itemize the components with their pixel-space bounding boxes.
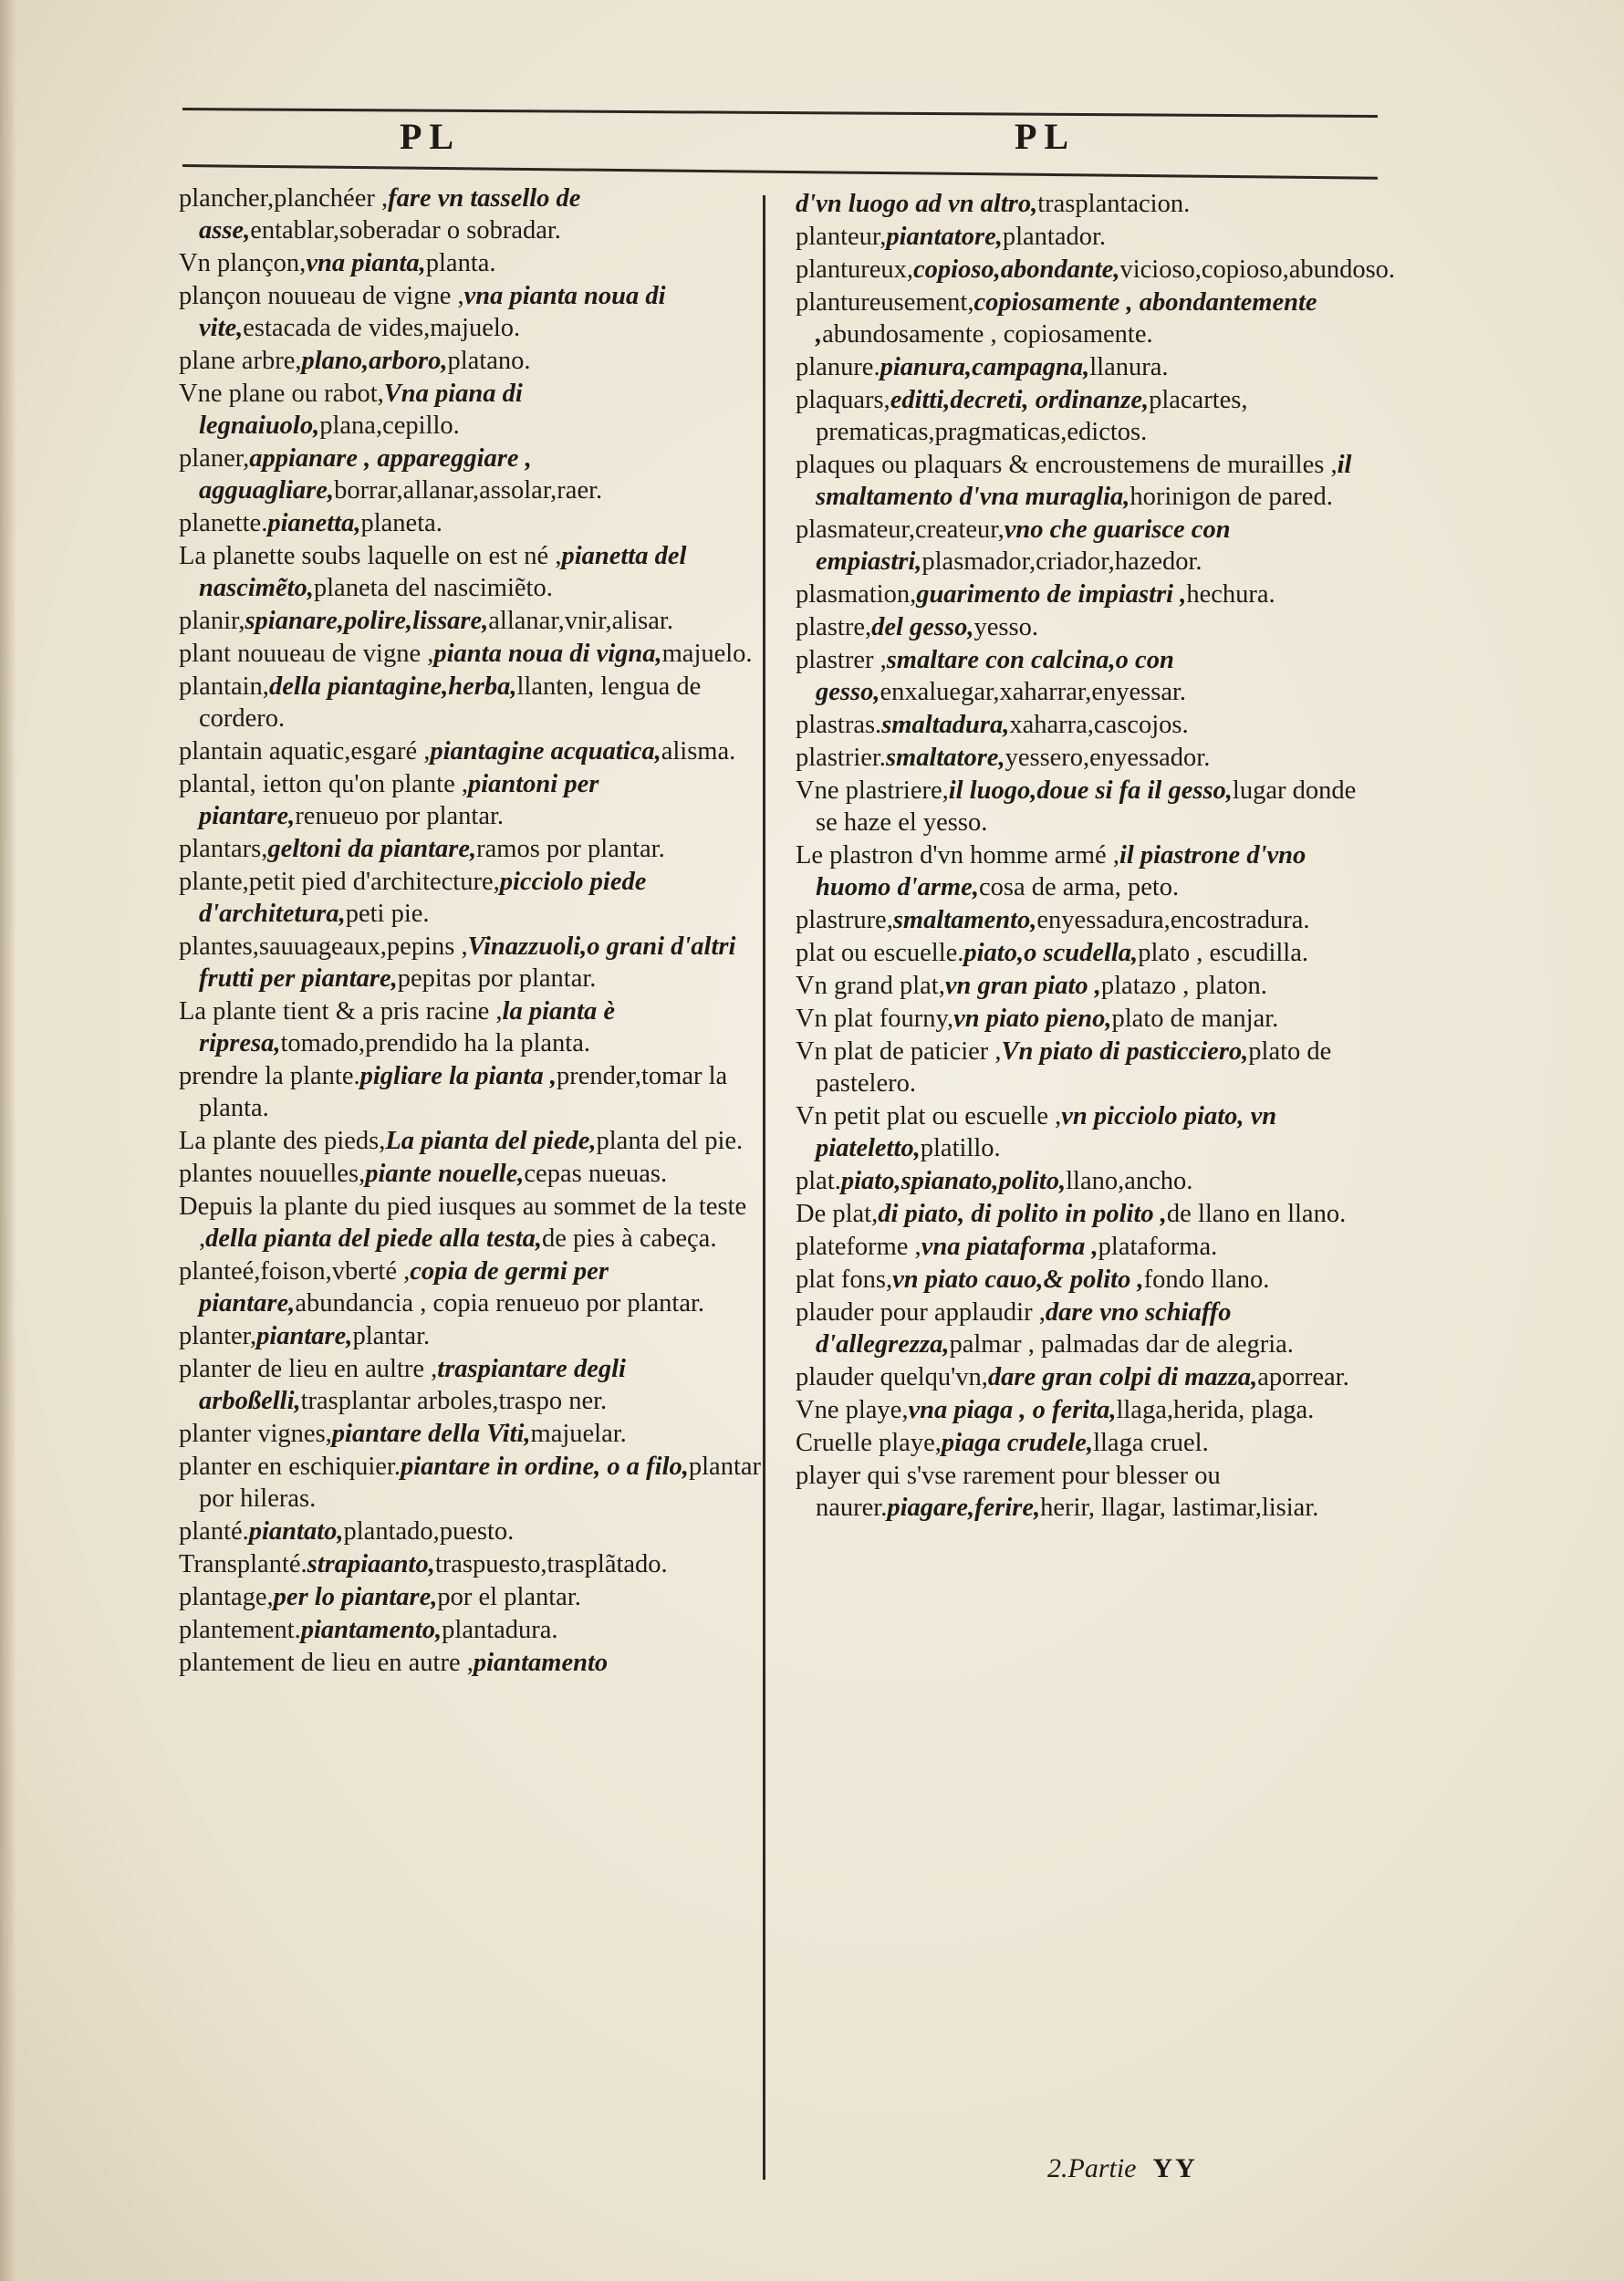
headword-french: Vne plastriere, — [796, 776, 949, 805]
gloss-spanish: plantadura. — [442, 1616, 558, 1644]
gloss-spanish: planeta del nascimiẽto. — [313, 574, 553, 602]
headword-french: plasmation, — [796, 580, 917, 609]
gloss-italian: Vn piato di pasticciero, — [1001, 1037, 1249, 1066]
gloss-italian: vno che guarisce con empiastri, — [816, 516, 1231, 576]
gloss-spanish: plantado,puesto. — [343, 1517, 515, 1546]
gloss-italian: della pianta del piede alla testa, — [205, 1224, 542, 1253]
gloss-spanish: alisma. — [661, 737, 736, 766]
dictionary-entry — [796, 286, 1361, 350]
gloss-italian: piantamento, — [300, 1616, 442, 1644]
headword-french: planter vignes, — [179, 1420, 332, 1448]
gloss-italian: traspiantare degli arboßelli, — [199, 1355, 626, 1415]
gloss-spanish: peti pie. — [345, 900, 430, 928]
gloss-italian: vn picciolo piato, vn piateletto, — [816, 1102, 1277, 1162]
headword-french: Cruelle playe, — [796, 1429, 942, 1457]
dictionary-entry — [796, 775, 1361, 838]
gloss-italian: smaltamento, — [892, 906, 1037, 934]
headword-french: plane arbre, — [179, 347, 302, 375]
dictionary-entry — [796, 1003, 1361, 1035]
gloss-spanish: herir, llagar, lastimar,lisiar. — [1040, 1494, 1319, 1522]
gloss-spanish: borrar,allanar,assolar,raer. — [334, 476, 603, 505]
dictionary-entry — [179, 833, 763, 865]
gloss-italian: vn piato pieno, — [953, 1005, 1112, 1033]
gloss-spanish: abundancia , copia renueuo por plantar. — [295, 1289, 705, 1318]
dictionary-entry — [796, 611, 1361, 643]
gloss-italian: copia de germi per piantare, — [199, 1257, 609, 1318]
gloss-italian: pianura,campagna, — [880, 353, 1090, 381]
gloss-italian: piantato, — [248, 1517, 344, 1546]
gloss-spanish: plataforma. — [1098, 1233, 1218, 1261]
gloss-italian: geltoni da piantare, — [267, 835, 477, 863]
dictionary-entry — [796, 937, 1361, 969]
gloss-italian: piagare,ferire, — [887, 1494, 1041, 1522]
gloss-spanish: cepas nueuas. — [524, 1160, 668, 1188]
dictionary-entry — [796, 514, 1361, 578]
gloss-italian: piantare della Viti, — [331, 1420, 531, 1448]
dictionary-entry — [179, 1515, 763, 1547]
headword-french: planter en eschiquier. — [179, 1453, 401, 1481]
dictionary-entry — [179, 507, 763, 539]
headword-french: plantars, — [179, 835, 268, 863]
gloss-italian: pianetta del nascimẽto, — [199, 542, 687, 602]
dictionary-entry — [796, 1427, 1361, 1459]
headword-french: plateforme , — [796, 1233, 921, 1261]
gloss-spanish: platazo , platon. — [1100, 972, 1267, 1000]
gloss-spanish: traspuesto,trasplãtado. — [434, 1550, 668, 1578]
gloss-spanish: planta del pie. — [596, 1127, 744, 1155]
dictionary-entry — [796, 351, 1361, 383]
headword-french: plantes nouuelles, — [179, 1160, 366, 1188]
gloss-italian: piantagine acquatica, — [430, 737, 661, 766]
gloss-spanish: cosa de arma, peto. — [978, 873, 1180, 901]
gloss-italian: il luogo,doue si fa il gesso, — [948, 776, 1233, 805]
dictionary-entry — [796, 1394, 1361, 1426]
headword-french: plauder quelqu'vn, — [796, 1363, 988, 1391]
page-binding-shadow — [0, 0, 16, 2281]
gloss-italian: vna pianta, — [306, 249, 426, 277]
dictionary-entry — [796, 1264, 1361, 1296]
gloss-spanish: majuelar. — [530, 1420, 627, 1448]
gloss-italian: appianare , appareggiare , agguagliare, — [199, 444, 532, 505]
gloss-spanish: llanten, lengua de cordero. — [199, 672, 702, 733]
dictionary-entry — [179, 1158, 763, 1190]
gloss-spanish: prender,tomar la planta. — [199, 1062, 728, 1122]
gloss-italian: editti,decreti, ordinanze, — [890, 386, 1150, 414]
dictionary-entry — [179, 995, 763, 1059]
dictionary-entry — [179, 1647, 763, 1679]
dictionary-entry — [796, 1297, 1361, 1360]
dictionary-entry — [179, 1418, 763, 1450]
dictionary-entry — [179, 671, 763, 734]
gloss-spanish: plato de manjar. — [1111, 1005, 1279, 1033]
dictionary-entry — [179, 378, 763, 442]
headword-french: Vn plançon, — [179, 249, 307, 277]
headword-french: plat fons, — [796, 1265, 893, 1294]
gloss-spanish: enxaluegar,xaharrar,enyessar. — [880, 678, 1187, 706]
gloss-italian: fare vn tassello de asse, — [199, 184, 581, 245]
gloss-italian: piato,o scudella, — [963, 939, 1139, 967]
dictionary-entry — [179, 1060, 763, 1124]
gloss-italian: piante nouelle, — [365, 1160, 525, 1188]
gloss-italian: vna piaga , o ferita, — [908, 1396, 1117, 1424]
dictionary-entry — [179, 1255, 763, 1319]
dictionary-entry — [796, 1460, 1361, 1524]
gloss-spanish: trasplantar arboles,traspo ner. — [300, 1387, 608, 1415]
gloss-spanish: pepitas por plantar. — [397, 964, 597, 993]
gloss-spanish: plasmador,criador,hazedor. — [921, 547, 1202, 576]
gloss-italian: piantoni per piantare, — [199, 770, 599, 830]
headword-french: plastrure, — [796, 906, 893, 934]
headword-french: Vn plat de paticier , — [796, 1037, 1002, 1066]
gloss-spanish: xaharra,cascojos. — [1009, 711, 1189, 739]
gloss-spanish: fondo llano. — [1143, 1265, 1270, 1294]
dictionary-entry — [179, 280, 763, 344]
gloss-italian: vn piato cauo,& polito , — [892, 1265, 1144, 1294]
dictionary-entry — [179, 1125, 763, 1157]
headword-french: Le plastron d'vn homme armé , — [796, 841, 1119, 870]
dictionary-entry — [796, 1361, 1361, 1393]
gloss-italian: smaltatore, — [885, 744, 1005, 772]
gloss-italian: vna pianta noua di vite, — [199, 282, 666, 342]
headword-french: Transplanté. — [179, 1550, 307, 1578]
gloss-spanish: llaga,herida, plaga. — [1116, 1396, 1315, 1424]
gloss-spanish: de pies à cabeça. — [542, 1224, 717, 1253]
dictionary-entry — [179, 768, 763, 832]
gloss-spanish: plato de pastelero. — [816, 1037, 1332, 1098]
gloss-spanish: plantar. — [352, 1322, 431, 1350]
gloss-spanish: enyessadura,encostradura. — [1036, 906, 1310, 934]
dictionary-entry — [179, 931, 763, 995]
dictionary-entry — [796, 1231, 1361, 1263]
gloss-italian: Vinazzuoli,o grani d'altri frutti per piantare, — [199, 932, 736, 993]
headword-french: plastrer , — [796, 646, 887, 674]
gloss-spanish: abundosamente , copiosamente. — [822, 320, 1153, 349]
gloss-italian: di piato, di polito in polito , — [878, 1200, 1167, 1228]
headword-french: Depuis la plante du pied iusques au sommet de la teste , — [179, 1193, 747, 1253]
headword-french: plaques ou plaquars & encroustemens de murailles , — [796, 451, 1338, 479]
column-divider — [763, 195, 765, 2180]
dictionary-entry — [796, 709, 1361, 741]
headword-french: plantureux, — [796, 255, 914, 284]
dictionary-entry — [796, 254, 1396, 286]
gloss-spanish: aporrear. — [1257, 1363, 1349, 1391]
gloss-italian: dare vno schiaffo d'allegrezza, — [816, 1298, 1232, 1359]
headword-french: plantain aquatic,esgaré , — [179, 737, 431, 766]
headword-french: La plante des pieds, — [179, 1127, 386, 1155]
dictionary-entry — [796, 384, 1361, 448]
headword-french: plantal, ietton qu'on plante , — [179, 770, 468, 798]
headword-french: plantain, — [179, 672, 269, 701]
dictionary-entry — [179, 1581, 763, 1613]
gloss-spanish: estacada de vides,majuelo. — [243, 314, 521, 342]
headword-french: planter, — [179, 1322, 257, 1350]
dictionary-entry — [179, 1614, 763, 1646]
headword-french: La plante tient & a pris racine , — [179, 997, 503, 1026]
gloss-spanish: plantador. — [1002, 223, 1107, 251]
gloss-italian: piantare, — [256, 1322, 353, 1350]
headword-french: planir, — [179, 607, 245, 635]
gloss-spanish: allanar,vnir,alisar. — [488, 607, 673, 635]
gloss-italian: smaltadura, — [881, 711, 1010, 739]
gloss-italian: copioso,abondante, — [913, 255, 1120, 284]
signature-part: 2.Partie — [1047, 2153, 1137, 2183]
dictionary-entry — [179, 1451, 763, 1515]
dictionary-entry — [796, 904, 1361, 936]
gloss-spanish: ramos por plantar. — [476, 835, 665, 863]
running-head-right: PL — [1015, 116, 1077, 157]
dictionary-entry — [179, 638, 763, 670]
gloss-spanish: majuelo. — [661, 640, 753, 668]
headword-french: Vn petit plat ou escuelle , — [796, 1102, 1062, 1130]
headword-french: De plat, — [796, 1200, 879, 1228]
headword-french: plantement de lieu en autre , — [179, 1649, 474, 1677]
gloss-italian: picciolo piede d'architetura, — [199, 868, 647, 928]
gloss-italian: La pianta del piede, — [385, 1127, 597, 1155]
gloss-italian: per lo piantare, — [273, 1583, 438, 1611]
dictionary-entry — [179, 247, 763, 279]
dictionary-entry — [796, 970, 1361, 1002]
gloss-spanish: llanura. — [1089, 353, 1169, 381]
headword-french: plantureusement, — [796, 288, 974, 317]
gloss-italian: il smaltamento d'vna muraglia, — [816, 451, 1352, 511]
headword-french: planette. — [179, 509, 268, 537]
dictionary-entry — [796, 1100, 1361, 1164]
gloss-italian: guarimento de impiastri , — [916, 580, 1187, 609]
headword-french: planer, — [179, 444, 250, 473]
gloss-italian: strapiaanto, — [307, 1550, 435, 1578]
headword-french: plantes,sauuageaux,pepins , — [179, 932, 468, 961]
headword-french: plaquars, — [796, 386, 890, 414]
headword-french: La planette soubs laquelle on est né , — [179, 542, 562, 570]
gloss-italian: della piantagine,herba, — [268, 672, 517, 701]
gloss-italian: dare gran colpi di mazza, — [987, 1363, 1258, 1391]
dictionary-entry — [179, 866, 763, 930]
running-head-left: PL — [400, 116, 462, 157]
headword-french: plastrier. — [796, 744, 886, 772]
dictionary-entry — [179, 735, 763, 767]
gloss-italian: pianta noua di vigna, — [433, 640, 662, 668]
gloss-italian: smaltare con calcina,o con gesso, — [816, 646, 1174, 706]
dictionary-entry — [796, 188, 1361, 220]
headword-french: plant nouueau de vigne , — [179, 640, 434, 668]
gloss-spanish: vicioso,copioso,abundoso. — [1119, 255, 1396, 284]
header-rule-top — [182, 108, 1378, 118]
gloss-spanish: platillo. — [920, 1134, 1001, 1162]
headword-french: planure. — [796, 353, 880, 381]
gloss-spanish: yesso. — [973, 613, 1038, 641]
dictionary-entry — [796, 1036, 1361, 1099]
gloss-italian: d'vn luogo ad vn altro, — [796, 190, 1038, 218]
headword-french: plancher,planchéer , — [179, 184, 389, 213]
signature-mark — [1047, 2153, 1198, 2184]
dictionary-entry — [179, 443, 763, 506]
dictionary-entry — [179, 1320, 763, 1352]
gloss-spanish: planeta. — [360, 509, 442, 537]
headword-french: plasmateur,createur, — [796, 516, 1005, 544]
gloss-italian: copiosamente , abondantemente , — [816, 288, 1317, 349]
right-column — [796, 188, 1396, 1525]
headword-french: plantage, — [179, 1583, 274, 1611]
headword-french: plauder pour applaudir , — [796, 1298, 1046, 1327]
gloss-spanish: palmar , palmadas dar de alegria. — [949, 1330, 1294, 1359]
gloss-spanish: tomado,prendido ha la planta. — [280, 1029, 590, 1057]
gloss-spanish: renueuo por plantar. — [295, 802, 505, 830]
dictionary-entry — [796, 644, 1361, 708]
gloss-italian: plano,arboro, — [301, 347, 448, 375]
dictionary-entry — [796, 221, 1361, 253]
dictionary-entry — [179, 605, 763, 637]
gloss-italian: pigliare la pianta , — [359, 1062, 557, 1090]
headword-french: plat ou escuelle. — [796, 939, 964, 967]
left-column — [179, 182, 763, 1680]
dictionary-entry — [796, 742, 1361, 774]
dictionary-entry — [796, 449, 1361, 513]
gloss-italian: spianare,polire,lissare, — [245, 607, 489, 635]
headword-french: plastre, — [796, 613, 872, 641]
dictionary-entry — [179, 1548, 763, 1580]
gloss-spanish: plantar por hileras. — [199, 1453, 762, 1513]
gloss-spanish: plana,cepillo. — [319, 411, 460, 440]
headword-french: Vne playe, — [796, 1396, 909, 1424]
headword-french: plantement. — [179, 1616, 301, 1644]
gloss-spanish: horinigon de pared. — [1130, 483, 1333, 511]
gloss-italian: piato,spianato,polito, — [840, 1167, 1067, 1195]
gloss-spanish: llano,ancho. — [1066, 1167, 1193, 1195]
gloss-italian: pianetta, — [267, 509, 361, 537]
gloss-italian: piantare in ordine, o a filo, — [400, 1453, 689, 1481]
gloss-italian: piantatore, — [886, 223, 1003, 251]
dictionary-entry — [179, 1191, 763, 1255]
gloss-spanish: plato , escudilla. — [1138, 939, 1308, 967]
headword-french: planteur, — [796, 223, 887, 251]
dictionary-entry — [796, 1198, 1361, 1230]
dictionary-entry — [179, 540, 763, 604]
headword-french: player qui s'vse rarement pour blesser ou naurer. — [796, 1462, 1221, 1522]
gloss-italian: del gesso, — [871, 613, 974, 641]
gloss-spanish: placartes, prematicas,pragmaticas,edictos. — [816, 386, 1248, 446]
gloss-spanish: trasplantacion. — [1037, 190, 1191, 218]
headword-french: planteé,foison,vberté , — [179, 1257, 411, 1286]
dictionary-entry — [179, 345, 763, 377]
gloss-italian: la pianta è ripresa, — [199, 997, 616, 1057]
dictionary-entry — [796, 578, 1361, 610]
gloss-spanish: de llano en llano. — [1166, 1200, 1347, 1228]
gloss-spanish: hechura. — [1186, 580, 1275, 609]
headword-french: plançon nouueau de vigne , — [179, 282, 464, 310]
headword-french: planté. — [179, 1517, 249, 1546]
gloss-spanish: entablar,soberadar o sobradar. — [250, 216, 561, 245]
headword-french: Vne plane ou rabot, — [179, 380, 384, 408]
headword-french: Vn plat fourny, — [796, 1005, 954, 1033]
gloss-spanish: planta. — [425, 249, 496, 277]
headword-french: plastras. — [796, 711, 882, 739]
gloss-italian: vna piataforma , — [921, 1233, 1098, 1261]
signature-letters: YY — [1152, 2153, 1198, 2183]
gloss-italian: piantamento — [473, 1649, 609, 1677]
dictionary-entry — [796, 839, 1361, 903]
gloss-italian: vn gran piato , — [944, 972, 1101, 1000]
gloss-spanish: yessero,enyessador. — [1005, 744, 1211, 772]
header-rule-bottom — [182, 164, 1378, 180]
dictionary-entry — [796, 1165, 1361, 1197]
headword-french: Vn grand plat, — [796, 972, 945, 1000]
headword-french: plat. — [796, 1167, 841, 1195]
gloss-spanish: por el plantar. — [437, 1583, 581, 1611]
dictionary-entry — [179, 1353, 763, 1417]
gloss-spanish: llaga cruel. — [1093, 1429, 1209, 1457]
gloss-italian: Vna piana di legnaiuolo, — [199, 380, 523, 440]
gloss-spanish: platano. — [447, 347, 531, 375]
headword-french: planter de lieu en aultre , — [179, 1355, 438, 1383]
gloss-italian: piaga crudele, — [941, 1429, 1094, 1457]
dictionary-entry — [179, 182, 763, 246]
headword-french: prendre la plante. — [179, 1062, 360, 1090]
gloss-italian: il piastrone d'vno huomo d'arme, — [816, 841, 1306, 901]
headword-french: plante,petit pied d'architecture, — [179, 868, 500, 896]
gloss-spanish: lugar donde se haze el yesso. — [816, 776, 1357, 837]
